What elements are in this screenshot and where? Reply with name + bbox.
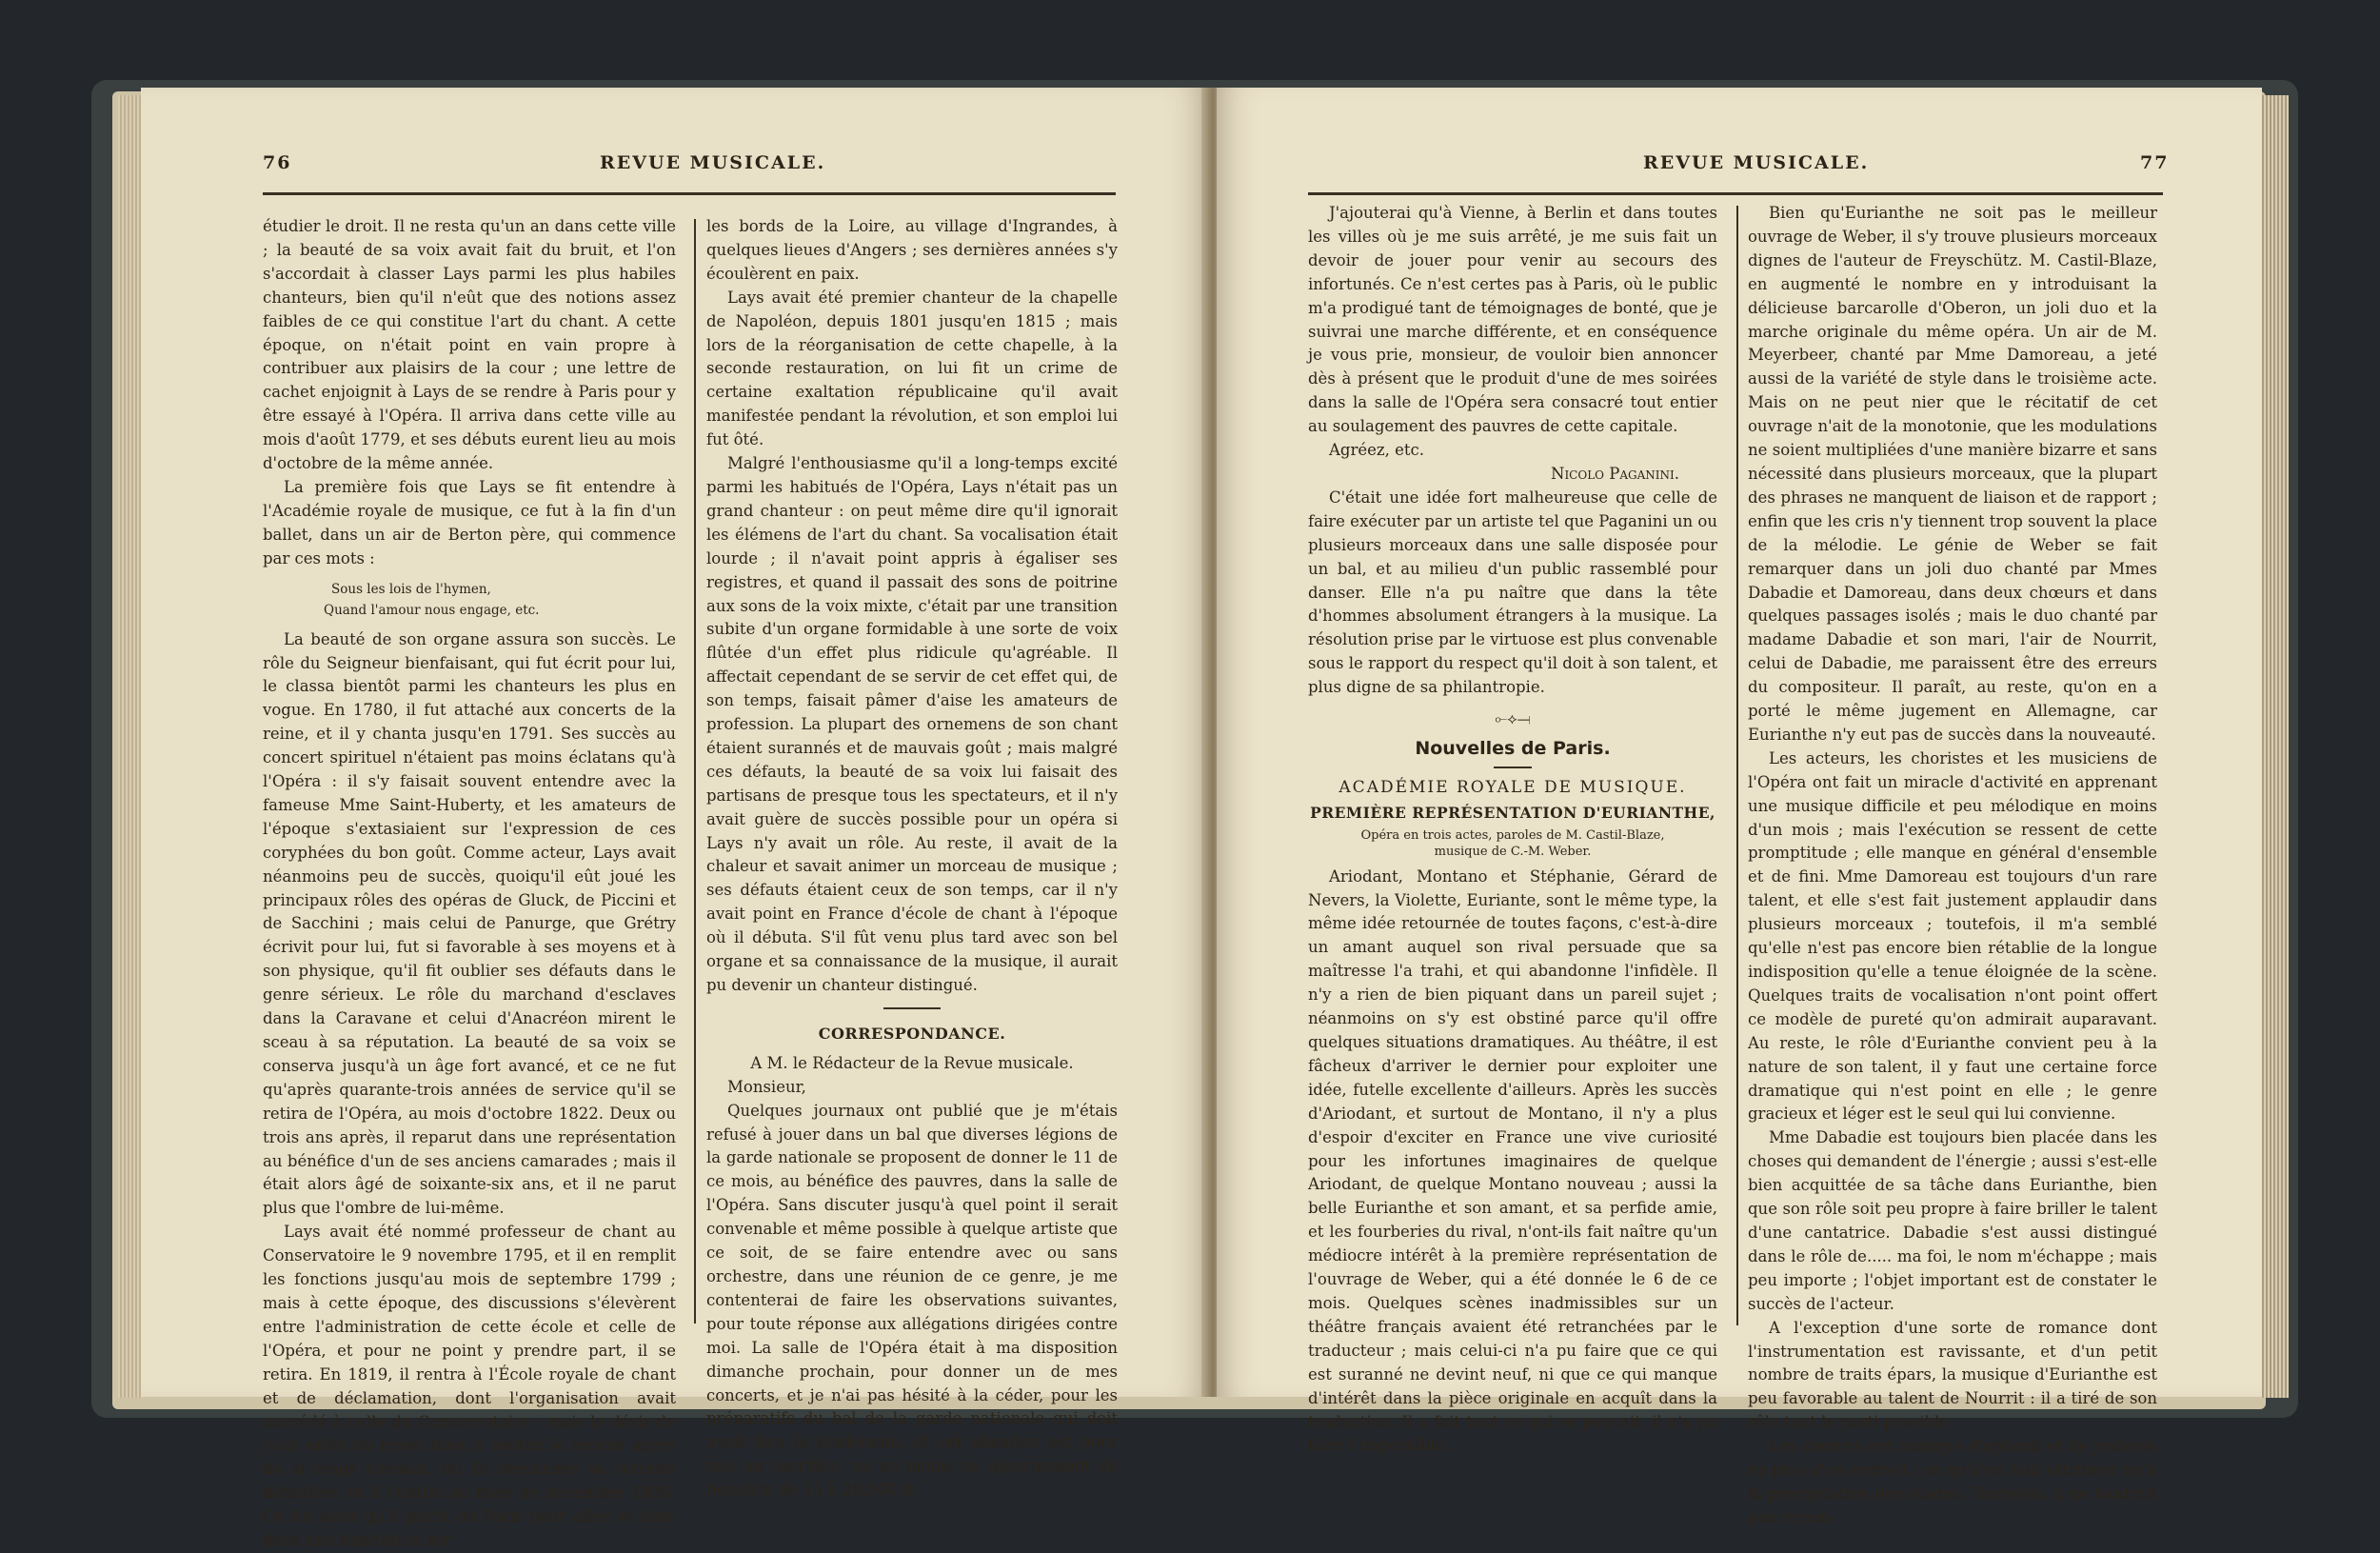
subheading-academie: ACADÉMIE ROYALE DE MUSIQUE.	[1339, 777, 1687, 797]
opera-credit-line: musique de C.-M. Weber.	[1434, 844, 1592, 859]
verse-quote	[324, 579, 676, 621]
letter-address: A M. le Rédacteur de la Revue musicale.	[750, 1053, 1074, 1072]
right-column-2	[1748, 202, 2157, 1530]
left-page-edges	[118, 95, 143, 1398]
right-page-number: 77	[2140, 152, 2170, 173]
left-running-head: REVUE MUSICALE.	[600, 152, 826, 173]
letter-signature: Nicolo Paganini.	[1551, 464, 1679, 483]
paragraph: J'ajouterai qu'à Vienne, à Berlin et dans toutes les villes où je me suis arrêté, je me suis fait un devoir de jouer pour venir au secours des infortunés. Ce n'est certes pas à Paris, où le public m'a prodigué tant de témoignages de bonté, que je suivrai une marche différente, et en conséquence je vous prie, monsieur, de vouloir bien annoncer dès à présent que le produit d'une de mes soirées dans la salle de l'Opéra sera consacré tout entier au soulagement des pauvres de cette capitale.	[1308, 204, 1717, 436]
paragraph: Les chœurs ont manqué d'aplomb et de justesse en plus d'un endroit ; ce qu'il ne faut attribuer qu'à la précipitation des études. Toutefois, il ne faudrait pas recom-	[1748, 1437, 2157, 1526]
paragraph: La première fois que Lays se fit entendre à l'Académie royale de musique, ce fut à la fin d'un ballet, dans un air de Berton père, qui commence par ces mots :	[263, 477, 676, 567]
section-separator	[883, 1007, 941, 1009]
paragraph: La beauté de son organe assura son succès. Le rôle du Seigneur bienfaisant, qui fut écrit pour lui, le classa bientôt parmi les chanteurs les plus en vogue. En 1780, il fut attaché aux concerts de la reine, et il y chanta jusqu'en 1791. Ses succès au concert spirituel n'étaient pas moins éclatans qu'à l'Opéra : il s'y faisait souvent entendre avec la fameuse Mme Saint-Huberty, et les amateurs de l'époque s'extasiaient sur l'expression de ces coryphées du bon goût. Comme acteur, Lays avait néanmoins peu de succès, quoiqu'il eût joué les principaux rôles des opéras de Gluck, de Piccini et de Sacchini ; mais celui de Panurge, que Grétry écrivit pour lui, fut si favorable à ses moyens et à son physique, qu'il fit oublier ses défauts dans le genre sérieux. Le rôle du marchand d'esclaves dans la Caravane et celui d'Anacréon mirent le sceau à sa réputation. La beauté de sa voix se conserva jusqu'à un âge fort avancé, et ce ne fut qu'après quarante-trois années de service qu'il se retira de l'Opéra, au mois d'octobre 1822. Deux ou trois ans après, il reparut dans une représentation au bénéfice d'un de ses anciens camarades ; mais il était alors âgé de soixante-six ans, et il ne parut plus que l'ombre de lui-même.	[263, 629, 676, 1218]
paragraph: étudier le droit. Il ne resta qu'un an dans cette ville ; la beauté de sa voix avait fait du bruit, et l'on s'accordait à classer Lays parmi les plus habiles chanteurs, bien qu'il n'eût que des notions assez faibles de ce qui constitue l'art du chant. A cette époque, on n'était point en vain propre à contribuer aux plaisirs de la cour ; une lettre de cachet enjoignit à Lays de se rendre à Paris pour y être essayé à l'Opéra. Il arriva dans cette ville au mois d'août 1779, et ses débuts eurent lieu au mois d'octobre de la même année.	[263, 217, 676, 473]
right-column-1	[1308, 202, 1717, 1458]
paragraph: Quelques journaux ont publié que je m'étais refusé à jouer dans un bal que diverses légions de la garde nationale se proposent de donner le 11 de ce mois, au bénéfice des pauvres, dans la salle de l'Opéra. Sans discuter jusqu'à quel point il serait convenable et même possible à quelque artiste que ce soit, de se faire entendre avec ou sans orchestre, dans une réunion de ce genre, je me contenterai de faire les observations suivantes, pour toute réponse aux allégations dirigées contre moi. La salle de l'Opéra était à ma disposition dimanche prochain, pour donner un de mes concerts, et je n'ai pas hésité à la céder, pour les préparatifs du bal de la garde nationale qui doit avoir lieu le lendemain, et cet abandon est pour moi un sacrifice, ou au moins un ajournement de bénéfice de 15 à 20,000 fr.	[706, 1101, 1118, 1500]
paragraph: les bords de la Loire, au village d'Ingrandes, à quelques lieues d'Angers ; ses dernières années s'y écoulèrent en paix.	[706, 217, 1118, 283]
verse-line: Quand l'amour nous engage, etc.	[324, 602, 540, 618]
right-page-edges	[2260, 95, 2289, 1398]
paragraph: C'était une idée fort malheureuse que celle de faire exécuter par un artiste tel que Paganini un ou plusieurs morceaux dans une salle disposée pour un bal, et au milieu d'un public rassemblé pour danser. Elle n'a pu naître que dans la tête d'hommes absolument étrangers à la musique. La résolution prise par le virtuose est plus convenable sous le rapport du respect qu'il doit à son talent, et plus digne de sa philantropie.	[1308, 488, 1717, 697]
paragraph: Bien qu'Eurianthe ne soit pas le meilleur ouvrage de Weber, il s'y trouve plusieurs morceaux dignes de l'auteur de Freyschütz. M. Castil-Blaze, en augmenté le nombre en y introduisant la délicieuse barcarolle d'Oberon, un joli duo et la marche originale du même opéra. Un air de M. Meyerbeer, chanté par Mme Damoreau, a jeté aussi de la variété de style dans le troisième acte. Mais on ne peut nier que le récitatif de cet ouvrage n'ait de la monotonie, que les modulations ne soient multipliées d'une manière bizarre et sans nécessité dans plusieurs morceaux, que la plupart des phrases ne manquent de liaison et de rapport ; enfin que les cris n'y tiennent trop souvent la place de la mélodie. Le génie de Weber se fait remarquer dans un joli duo chanté par Mmes Dabadie et Damoreau, dans deux chœurs et dans quelques passages isolés ; mais le duo chanté par madame Dabadie et son mari, l'air de Nourrit, celui de Dabadie, me paraissent être des erreurs du compositeur. Il paraît, au reste, qu'on en a porté le même jugement en Allemagne, car Eurianthe n'y eut pas de succès dans la nouveauté.	[1748, 204, 2157, 744]
letter-salutation: Monsieur,	[727, 1077, 806, 1096]
right-header-rule	[1308, 192, 2163, 195]
left-header-rule	[263, 192, 1116, 195]
left-column-divider	[694, 219, 696, 1324]
section-separator	[1494, 767, 1532, 768]
right-running-head: REVUE MUSICALE.	[1643, 152, 1870, 173]
section-heading-correspondance: CORRESPONDANCE.	[818, 1024, 1006, 1043]
paragraph: Lays avait été premier chanteur de la chapelle de Napoléon, depuis 1801 jusqu'en 1815 ; mais lors de la réorganisation de cette chapelle, à la seconde restauration, on lui fit un crime de certaine exaltation républicaine qu'il avait manifestée pendant la révolution, et son emploi lui fut ôté.	[706, 288, 1118, 449]
paragraph: Lays avait été nommé professeur de chant au Conservatoire le 9 novembre 1795, et il en remplit les fonctions jusqu'au mois de septembre 1799 ; mais à cette époque, des discussions s'élevèrent entre l'administration de cette école et celle de l'Opéra, et pour ne point y prendre part, il se retira. En 1819, il rentra à l'École royale de chant et de déclamation, dont l'organisation avait succédé à celle du Conservatoire ; mais le désir de jouir enfin du repos dont il sentait le besoin après de si longs travaux, lui fit demander sa retraite définitive, et il l'obtint au mois de décembre 1826. Ce fut alors qu'il partit de Paris pour aller se fixer dans une habitation sur	[263, 1223, 676, 1550]
paragraph: A l'exception d'une sorte de romance dont l'instrumentation est ravissante, et d'un petit nombre de traits épars, la musique d'Eurianthe est peu favorable au talent de Nourrit : il a tiré de son rôle tout le parti possible.	[1748, 1318, 2157, 1432]
ornament-divider: ⟜⟡⟞	[1495, 709, 1531, 728]
subheading-premiere: PREMIÈRE REPRÉSENTATION D'EURIANTHE,	[1310, 803, 1716, 822]
paragraph: Ariodant, Montano et Stéphanie, Gérard de Nevers, la Violette, Euriante, sont le même type, la même idée retournée de toutes façons, c'est-à-dire un amant auquel son rival persuade que sa maîtresse l'a trahi, et qui abandonne l'infidèle. Il n'y a rien de bien piquant dans un pareil sujet ; néanmoins on s'y est obstiné parce qu'il offre quelques situations dramatiques. Au théâtre, il est fâcheux d'arriver le dernier pour exploiter une idée, futelle excellente d'ailleurs. Après les succès d'Ariodant, et surtout de Montano, il n'y a plus d'espoir d'exciter en France une vive curiosité pour les infortunes imaginaires de quelque Ariodant, de quelque Montano nouveau ; aussi la belle Eurianthe et son amant, et sa perfide amie, et les fourberies du rival, n'ont-ils fait naître qu'un médiocre intérêt à la première représentation de l'ouvrage de Weber, qui a été donnée le 6 de ce mois. Quelques scènes inadmissibles sur un théâtre français avaient été retranchées par le traducteur ; mais celui-ci n'a pu faire que ce qui est suranné ne devint neuf, ni que ce qui manque d'intérêt dans la pièce originale en acquît dans la traduction. Il a fait tout ce qui se pouvait, il n'a pu faire l'impossible.	[1308, 866, 1717, 1455]
right-column-divider	[1736, 206, 1738, 1325]
paragraph: Les acteurs, les choristes et les musiciens de l'Opéra ont fait un miracle d'activité en apprenant une musique difficile et peu mélodique en moins d'un mois ; mais l'exécution se ressent de cette promptitude ; elle manque en général d'ensemble et de fini. Mme Damoreau est toujours d'un rare talent, et elle s'est fait justement applaudir dans plusieurs morceaux ; toutefois, il m'a semblé qu'elle n'est pas encore bien rétablie de la longue indisposition qu'elle a tenue éloignée de la scène. Quelques traits de vocalisation n'ont point offert ce modèle de pureté qu'on admirait auparavant. Au reste, le rôle d'Eurianthe convient peu à la nature de son talent, il y faut une certaine force dramatique qui n'est point en elle ; le genre gracieux et léger est le seul qui lui convienne.	[1748, 748, 2157, 1124]
letter-closing: Agréez, etc.	[1329, 441, 1424, 460]
left-page-number: 76	[263, 152, 292, 173]
paragraph: Malgré l'enthousiasme qu'il a long-temps excité parmi les habitués de l'Opéra, Lays n'était pas un grand chanteur : on peut même dire qu'il ignorait les élémens de l'art du chant. Sa vocalisation était lourde ; il n'avait point appris à égaliser ses registres, et quand il passait des sons de poitrine aux sons de la voix mixte, c'était par une transition subite d'un organe formidable à une sorte de voix flûtée d'un effet plus ridicule qu'agréable. Il affectait cependant de se servir de cet effet qui, de son temps, faisait pâmer d'aise les amateurs de profession. La plupart des ornemens de son chant étaient surannés et de mauvais goût ; mais malgré ces défauts, la beauté de sa voix lui faisait des partisans de presque tous les spectateurs, et il n'y avait guère de succès possible pour un opéra si Lays n'y avait un rôle. Au reste, il avait de la chaleur et savait animer un morceau de musique ; ses défauts étaient ceux de son temps, car il n'y avait point en France d'école de chant à l'époque où il débuta. S'il fût venu plus tard avec son bel organe et sa connaissance de la musique, il aurait pu devenir un chanteur distingué.	[706, 454, 1118, 994]
left-column-2	[706, 215, 1118, 1503]
verse-line: Sous les lois de l'hymen,	[331, 581, 491, 597]
section-heading-nouvelles: Nouvelles de Paris.	[1415, 737, 1611, 759]
paragraph: Mme Dabadie est toujours bien placée dans les choses qui demandent de l'énergie ; aussi s'est-elle bien acquittée de sa tâche dans Eurianthe, bien que son rôle soit peu propre à faire briller le talent d'une cantatrice. Dabadie s'est aussi distingué dans le rôle de..... ma foi, le nom m'échappe ; mais peu importe ; l'objet important est de constater le succès de l'acteur.	[1748, 1128, 2157, 1313]
opera-credit-line: Opéra en trois actes, paroles de M. Castil-Blaze,	[1360, 827, 1665, 843]
left-column-1	[263, 215, 676, 1553]
